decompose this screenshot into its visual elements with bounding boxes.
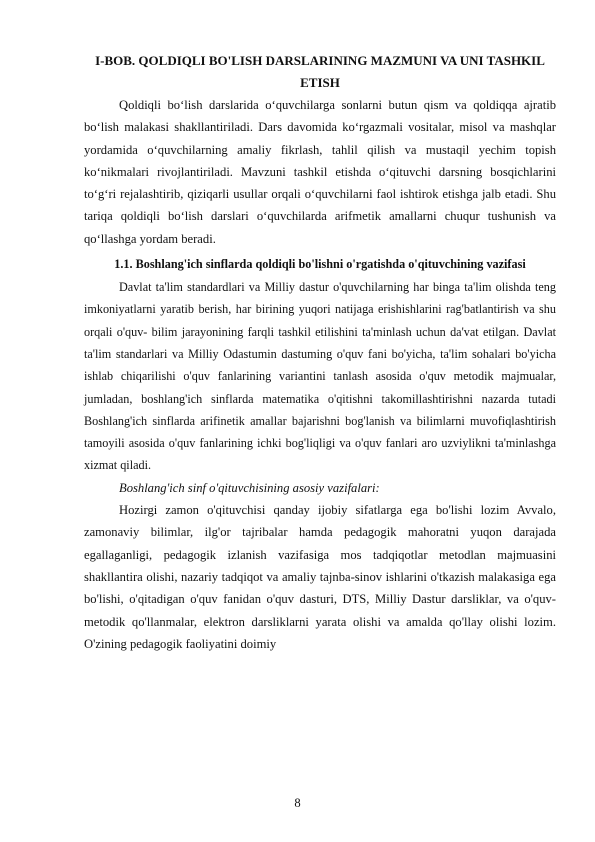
standards-paragraph: Davlat ta'lim standardlari va Milliy dastur o'quvchilarning har binga ta'lim olishda teng imkoniyatlarni yaratib berish, har birining yuqori natijaga erishishlarini rag'batlantirish va shu orqali o'quv- bilim jarayonining farqli tashkil etilishini ta'minlash uchun da'vat etilgan. Davlat ta'lim standarlari va Milliy Odastumin dastuming o'quv fani bo'yicha, ta'lim sohalari bo'yicha ishlab chiqarilishi o'quv fanlarining variantini tanlash asosida o'quv metodik majmualar, jumladan, boshlang'ich sinflarda matematika o'qitishni takomillashtirishni nazarda tutadi Boshlang'ich sinflarda arifinetik amallar bajarishni bog'lanish va bilimlarni muvofiqlashtirish tamoyili asosida o'quv fanlarining ichki bog'liqligi va o'quv fanlari aro uzviylikni ta'minlashga xizmat qiladi. (84, 280, 556, 473)
chapter-title: I-BOB. QOLDIQLI BO'LISH DARSLARINING MAZMUNI VA UNI TASHKIL ETISH (95, 53, 545, 90)
section-title: 1.1. Boshlang'ich sinflarda qoldiqli bo'lishni o'rgatishda o'qituvchining vazifasi (114, 257, 526, 272)
page-body (84, 50, 556, 655)
intro-paragraph: Qoldiqli bo‘lish darslarida o‘quvchilarga sonlarni butun qism va qoldiqqa ajratib bo‘lish malakasi shakllantiriladi. Dars davomida ko‘rgazmali vositalar, misol va mashqlar yordamida o‘quvchilarning amaliy fikrlash, tahlil qilish va mustaqil yechim topish ko‘nikmalari rivojlantiriladi. Mavzuni tashkil etishda o‘qituvchi darsning bosqichlarini to‘g‘ri rejalashtirib, qiziqarli usullar orqali o‘quvchilarni faol ishtirok etishga jalb etadi. Shu tariqa qoldiqli bo‘lish darslari o‘quvchilarda arifmetik amallarni chuqur tushunish va qo‘llashga yordam beradi. (84, 98, 556, 246)
page-number: 8 (294, 796, 301, 810)
tasks-subheading: Boshlang'ich sinf o'qituvchisining asosiy vazifalari: (119, 480, 380, 495)
teacher-qualities-paragraph: Hozirgi zamon o'qituvchisi qanday ijobiy sifatlarga ega bo'lishi lozim Avvalo, zamonaviy bilimlar, ilg'or tajribalar hamda pedagogik mahoratni yuqon darajada egallaganligi, pedagogik izlanish vazifasiga mos tadqiqotlar metodlan majmuasini shakllantira olishi, nazariy tadqiqot va amaliy tajnba-sinov ishlarini o'tkazish malakasiga ega bo'lishi, o'qitadigan o'quv fanidan o'quv dasturi, DTS, Milliy Dastur darsliklar, va o'quv-metodik qo'llanmalar, elektron darsliklarni yarata olishi va amalda qo'llay olishi lozim. O'zining pedagogik faoliyatini doimiy (84, 503, 556, 651)
